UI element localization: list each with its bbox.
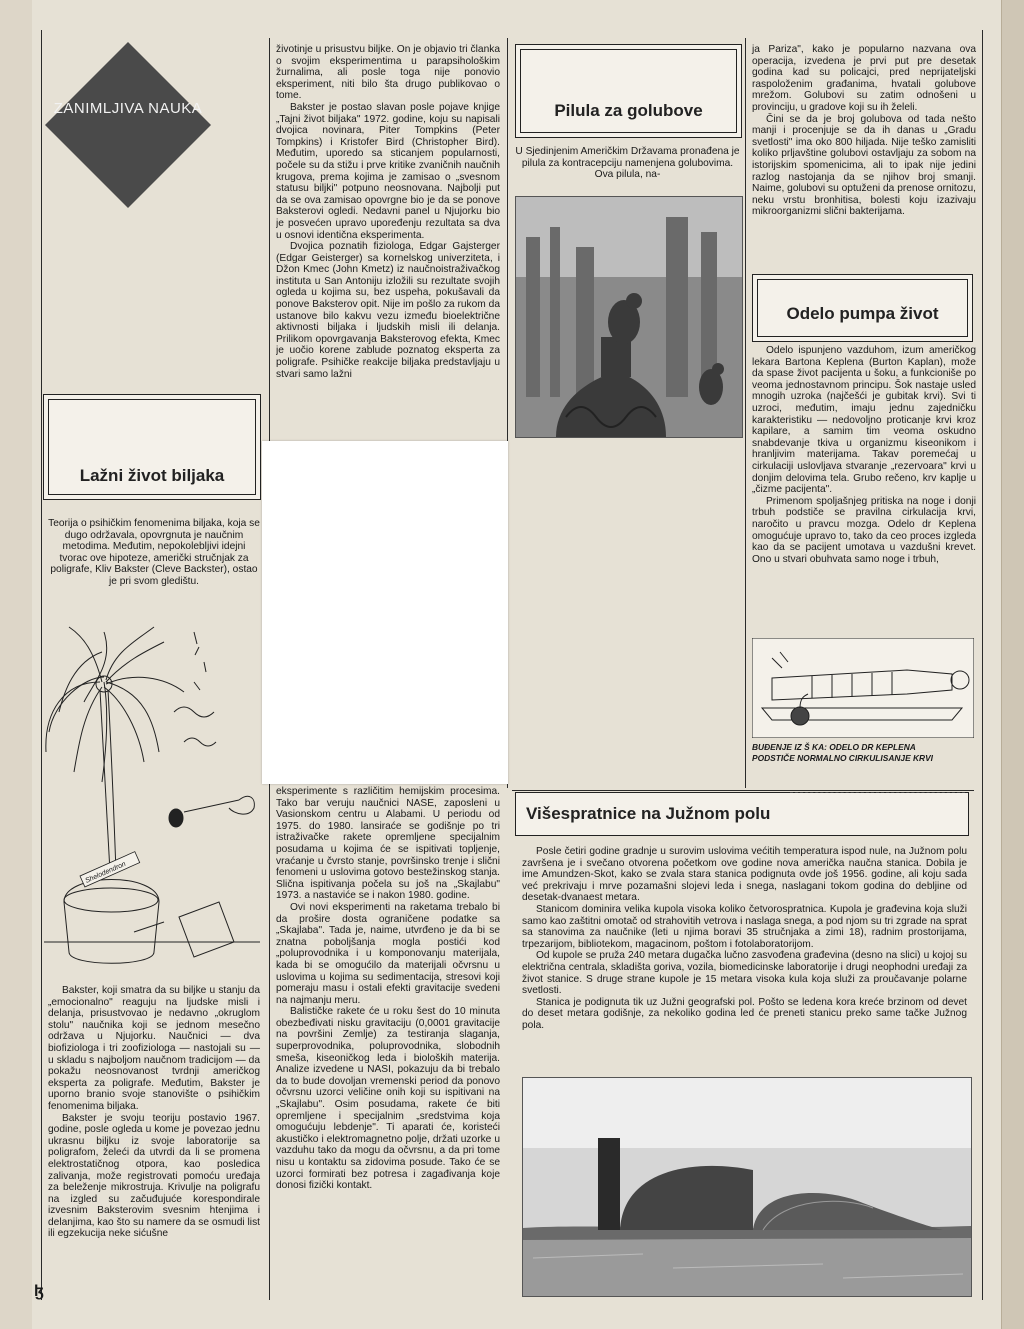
paragraph: Bakster je postao slavan posle pojave knjige „Tajni život biljaka" 1972. godine, koju su napisali dvojica novinara, Piter Tompkins (Peter Tompkins) i Kristofer Bird (Christopher Bird). Međutim, uporedo sa sticanjem popularnosti, počele su da stižu i prve kritike zvaničnih naučnih krugova, prema kojima je zamisao o „svesnom statusu biljki" potpuno neosnovana. Najbolji put da se ova zamisao opovrgne bio je da se ponove Baksterovi ogledi. Nedavni panel u Njujorku bio je posvećen upravo upoređenju rezultata sa dva u osnovi identična eksperimenta. bbox=[276, 101, 500, 241]
pigeons-title: Pilula za golubove bbox=[554, 101, 703, 120]
section-rule bbox=[512, 790, 974, 791]
southpole-title: Višespratnice na Južnom polu bbox=[526, 804, 771, 823]
plants-intro bbox=[48, 518, 260, 588]
pigeons-body-right bbox=[752, 44, 976, 218]
dashed-rule bbox=[790, 792, 965, 793]
suit-body bbox=[752, 345, 976, 565]
plants-body-mid-top bbox=[276, 44, 500, 440]
blank-paper-patch bbox=[262, 441, 508, 784]
column-rule bbox=[982, 30, 983, 1300]
paragraph: Ovi novi eksperimenti na raketama trebalo bi da prošire dosta ograničene podatke sa „Skajlaba". Tada je, naime, utvrđeno je da bi se znatna poboljšanja mogla postići kod „poluprovodnika i u komponovanju materijala, kada bi se omogućilo da materijali očvrsnu u uslovima u kojima su sedimentacija, stresovi koji pomeraju masu i ostali efekti gravitacije svedeni na najmanju meru. bbox=[276, 901, 500, 1006]
plants-intro-text: Teorija o psihičkim fenomenima biljaka, koja se dugo održavala, opovrgnuta je naučnim metodima. Međutim, nepokolebljivi idejni tvorac ove hipoteze, američki stručnjak za poligrafe, Kliv Bakster (Cleve Backster), ostao je pri svom gledištu. bbox=[48, 518, 260, 587]
paragraph: Stanica je podignuta tik uz Južni geografski pol. Pošto se ledena kora kreće brzinom od devet do deset metara godišnje, za nekoliko godina led će preneti stanicu preko same tačke Južnog pola. bbox=[522, 996, 967, 1031]
paragraph: Bakster je svoju teoriju postavio 1967. godine, posle ogleda u kome je povezao jednu ukrasnu biljku iz svoje laboratorije sa poligrafom, želeći da utvrdi da li se promena elektrostatičnog otpora, kao posledica zalivanja, može registrovati pomoću uređaja za beleženje mikrostruja. Krivulje na poligrafu na izgled su začuđujuće korespondirale izvesnim Baksterovim svesnim htenjima i delanjima, kao što su namere da se osmudi list ili egzekucija neke sićušne bbox=[48, 1112, 260, 1240]
paragraph: U Sjedinjenim Američkim Državama pronađena je pilula za kontracepciju namenjena golubovima. Ova pilula, na- bbox=[515, 146, 740, 181]
section-label: ZANIMLJIVA NAUKA bbox=[53, 100, 203, 117]
paragraph: Balističke rakete će u roku šest do 10 minuta obezbeđivati nisku gravitaciju (0,0001 gravitacije na površini Zemlje) za testiranja slaganja, superprovodnika, poluprovodnika, slobodnih smeša, kiseoničkog leda i bioloških materija. Analize izvedene u NASI, pokazuju da bi trebalo da to bude dovoljan vremenski period da ponovo očvrsnu uzorci veličine onih koji su ispitivani na „Skajlabu". Osim posudama, rakete će biti opremljene i specijalnim „sredstvima koja omogućuju lebdenje". Ti aparati će, koristeći akustičko i elektromagnetno polje, držati uzorke u vazduhu tako da mogu da očvrsnu, a da pri tome nisu u kontaktu sa zidovima posude. Tako će se uzorci formirati bez potresa i zagađivanja koje donosi fizički kontakt. bbox=[276, 1006, 500, 1192]
plant-illustration bbox=[44, 622, 260, 968]
column-rule bbox=[745, 38, 746, 788]
left-page-edge bbox=[0, 0, 32, 1329]
paragraph: Dvojica poznatih fiziologa, Edgar Gajsterger (Edgar Geisterger) sa kornelskog univerziteta, i Džon Kmec (John Kmetz) iz naučnoistraživačkog instituta u San Antoniju izložili su rezultate svojih ogleda u kojima su, bez uspeha, pokušavali da ponove Baksterov opit. Nije im pošlo za rukom da ustanove bilo kakvu vezu između bioelektrične aktivnosti biljaka i ljudskih misli ili delanja. Prilikom opovrgavanja Baksterovog efekta, Kmec je uočio korene zablude poznatog eksperta za poligrafe. Psihičke reakcije biljaka predstavljaju u stvari samo lažni bbox=[276, 241, 500, 380]
pigeons-photo bbox=[515, 196, 743, 438]
paragraph: ja Pariza", kako je popularno nazvana ova operacija, izvedena je prvi put pre desetak godina kad su policajci, pred neprijateljski raspoloženim građanima, hvatali golubove mrežom. Golubovi su zatim odnošeni u provinciju, u gradove koji su ih želeli. bbox=[752, 44, 976, 113]
pigeons-title-box bbox=[515, 44, 742, 138]
paragraph: životinje u prisustvu biljke. On je objavio tri članka o svojim eksperimentima u parapsihološkim žurnalima, ali posle toga nije ponovio eksperiment, niti bilo šta drugo publikovao o tome. bbox=[276, 44, 500, 102]
paragraph: Bakster, koji smatra da su biljke u stanju da „emocionalno" reaguju na ljudske misli i delanja, prisustvovao je nedavno „okruglom stolu" naučnika koji se jednom mesečno održava u Njujorku. Naučnici — dva biofiziologa i tri zoofiziologa — nastojali su — u skladu s najboljom naučnom tradicijom — da pokažu neosnovanost tvrdnji američkog eksperta za poligrafe. Međutim, Bakster je uporno branio svoje stanovište o psihičkim fenomenima biljaka. bbox=[48, 985, 260, 1112]
plant-sign-label: Shelodendron bbox=[84, 860, 128, 885]
caption-line: PODSTIČE NORMALNO CIRKULISANJE KRVI bbox=[752, 753, 934, 763]
suit-caption bbox=[752, 742, 976, 764]
suit-title: Odelo pumpa život bbox=[786, 304, 939, 323]
paragraph: Primenom spoljašnjeg pritiska na noge i donji trbuh podstiče se pravilna cirkulacija krvi, naročito u pravcu mozga. Odelo dr Keplena omogućuje upravo to, tako da ceo proces izgleda kao da se pacijent umotava u vazdušni krevet. Ono u stvari obuhvata samo noge i trbuh, bbox=[752, 495, 976, 565]
suit-illustration bbox=[752, 638, 974, 738]
section-diamond-logo bbox=[43, 40, 213, 210]
plants-body-mid-bottom bbox=[276, 786, 500, 1296]
plants-title: Lažni život biljaka bbox=[79, 466, 225, 485]
paragraph: Stanicom dominira velika kupola visoka koliko četvorospratnica. Kupola je građevina koja služi samo kao zaštitni omotač od strahovitih vetrova i naslaga snega, a pod njom su tri zgrade na sprat sa stanovima za naučnike (leti u njima boravi 35 stručnjaka a zimi 18), radnim prostorijama, trpezarijom, bibliotekom, magacinom, poštom i fotolaboratorijom. bbox=[522, 903, 967, 950]
page-number: ɮ bbox=[34, 1283, 44, 1300]
southpole-title-box bbox=[515, 792, 969, 836]
plants-body-left bbox=[48, 985, 260, 1240]
paragraph: Čini se da je broj golubova od tada nešto manji i procenjuje se da ih danas u „Gradu svetlosti" ima oko 800 hiljada. Nije teško zamisliti koliko prljavštine golubovi ostavljaju za sobom na istorijskim spomenicima, ali to ipak nije jedini razlog nastojanja da se njihov broj smanji. Naime, golubovi su optuženi da prenose ornitozu, neku vrstu bronhitisa, bolesti koju izazivaju mikroorganizmi slični bakterijama. bbox=[752, 113, 976, 218]
paragraph: Posle četiri godine gradnje u surovim uslovima većitih temperatura ispod nule, na Južnom polu završena je i svečano otvorena početkom ove godine nova američka naučna stanica. Dobila je ime Amundzen-Skot, kako se zvala stara stanica podignuta ovde još 1956. godine, ali koju sada već prekrivaju i mrve pozamašni slojevi leda i snega, naslagani tokom godina do debljine od desetak-dvanaest metara. bbox=[522, 846, 967, 904]
paragraph: eksperimente s različitim hemijskim procesima. Tako bar veruju naučnici NASE, zaposleni u Vasionskom centru u Alabami. U periodu od 1975. do 1980. lansiraće se godišnje po tri istraživačke rakete opremljene specijalnim posudama u kojima će se ispitivati topljenje, vraćanje u čvrsto stanje, površinsko trenje i slični fenomeni u uslovima gotovo bestežinskog stanja. Slična ispitivanja počela su još na „Skajlabu" 1973. a nastaviće se i nakon 1980. godine. bbox=[276, 786, 500, 902]
paragraph: Od kupole se pruža 240 metara dugačka lučno zasvođena građevina (desno na slici) u kojoj su električna centrala, skladišta goriva, vozila, biomedicinske laboratorije i drugi neophodni uređaji za život stanice. S druge strane kupole je 15 metara visoka kula koja služi za proučavanje polarne svetlosti. bbox=[522, 950, 967, 997]
plants-title-box bbox=[43, 394, 261, 500]
pigeons-body bbox=[515, 146, 740, 181]
southpole-body bbox=[522, 846, 967, 1032]
southpole-station-photo bbox=[522, 1077, 972, 1297]
caption-line: BUĐENJE IZ Š KA: ODELO DR KEPLENA bbox=[752, 742, 916, 752]
column-rule bbox=[41, 30, 42, 1300]
right-page-edge bbox=[1001, 0, 1024, 1329]
paragraph: Odelo ispunjeno vazduhom, izum američkog lekara Bartona Keplena (Burton Kaplan), može da spase život pacijenta u šoku, a funkcioniše po veoma jednostavnom principu. Šok nastaje usled mnogih uzroka (najčešći je gubitak krvi). Svi ti uzroci, međutim, imaju jednu zajedničku karakteristiku — nedovoljno proticanje krvi kroz kapilare, a samim tim veoma oskudno snabdevanje tkiva u organizmu kiseonikom i hranljivim materijama. Takav poremećaj u cirkulaciji uslovljava stvaranje „rezervoara" krvi u donjim delovima tela. Grubo rečeno, krv kaplje u „čizme pacijenta". bbox=[752, 345, 976, 496]
suit-title-box bbox=[752, 274, 973, 342]
